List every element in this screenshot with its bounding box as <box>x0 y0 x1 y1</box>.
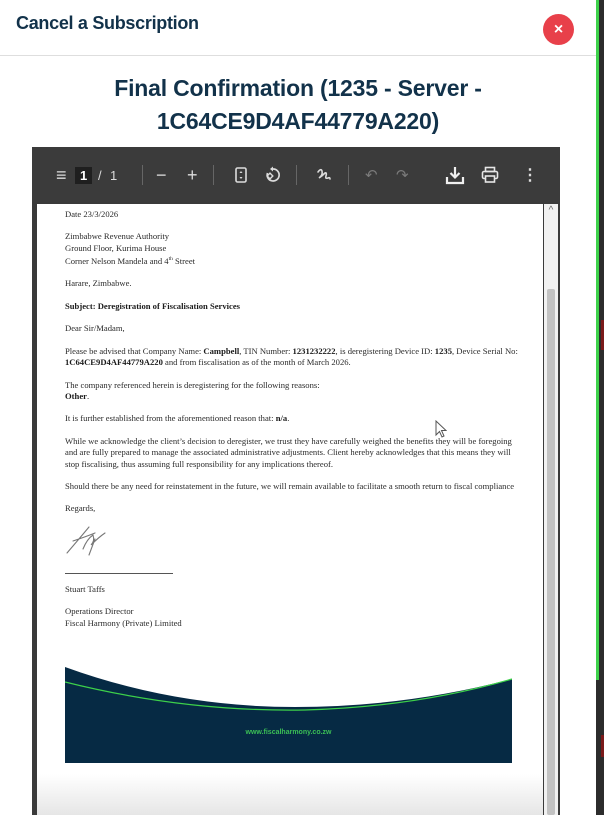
redo-icon: ↷ <box>396 167 409 184</box>
letter-date: Date 23/3/2026 <box>65 209 119 219</box>
more-options-button[interactable] <box>522 164 538 186</box>
pdf-viewer <box>32 147 560 815</box>
signer-name: Stuart Taffs <box>65 583 105 594</box>
recipient-city: Harare, Zimbabwe. <box>65 278 132 289</box>
confirmation-title-line1: Final Confirmation (1235 - Server - <box>114 75 482 101</box>
fit-page-button[interactable] <box>235 164 247 186</box>
letter-closing: Regards, <box>65 503 96 514</box>
letter-paragraph-2: The company referenced herein is deregistering for the following reasons: Other. <box>65 379 320 401</box>
undo-button[interactable] <box>365 164 378 186</box>
modal-header <box>0 0 596 56</box>
download-icon <box>445 165 465 185</box>
close-icon: × <box>553 20 564 38</box>
recipient-address: Zimbabwe Revenue Authority Ground Floor, Kurima House Corner Nelson Mandela and 4th Street <box>65 231 196 267</box>
letter-paragraph-3: It is further established from the aforementioned reason that: n/a. <box>65 413 290 424</box>
annotate-button[interactable] <box>316 164 332 186</box>
menu-icon[interactable]: ≡ <box>56 164 67 185</box>
signature-line <box>65 573 173 574</box>
scroll-up-icon[interactable]: ^ <box>548 205 554 216</box>
letter-salutation: Dear Sir/Madam, <box>65 323 125 334</box>
page-gap <box>37 774 543 815</box>
toolbar-divider <box>213 165 214 185</box>
total-pages: 1 <box>110 167 118 183</box>
toolbar-divider <box>296 165 297 185</box>
minus-icon: − <box>156 164 167 185</box>
confirmation-title-line2: 1C64CE9D4AF44779A220) <box>156 108 440 134</box>
letter-subject: Subject: Deregistration of Fiscalisation Services <box>65 300 241 311</box>
letter-body <box>65 209 520 640</box>
fit-page-icon <box>235 167 247 183</box>
signer-details: Operations Director Fiscal Harmony (Private) Limited <box>65 606 182 628</box>
download-button[interactable] <box>445 164 465 186</box>
mouse-cursor-icon <box>435 420 447 438</box>
print-icon <box>481 166 499 184</box>
pdf-scrollbar[interactable] <box>544 204 558 815</box>
confirmation-title <box>0 72 596 138</box>
close-button[interactable] <box>543 14 574 45</box>
letter-paragraph-1: Please be advised that Company Name: Campbell, TIN Number: 1231232222, is deregistering Device ID: 1235, Device Serial No: 1C64CE9D4AF44779A220 and from fiscalisation as of the month of March 2026. <box>65 345 518 368</box>
background-edge <box>596 0 604 815</box>
letter-paragraph-5: Should there be any need for reinstatement in the future, we will remain available to facilitate a smooth return to fiscal compliance <box>65 480 515 491</box>
letterhead-footer-banner <box>65 667 512 763</box>
annotate-icon <box>316 167 332 183</box>
redo-button[interactable] <box>396 164 409 186</box>
print-button[interactable] <box>481 164 499 186</box>
rotate-icon <box>264 166 282 184</box>
zoom-out-button[interactable] <box>156 164 167 186</box>
pdf-page <box>37 204 543 815</box>
pdf-toolbar <box>32 147 560 202</box>
more-icon: ⋮ <box>522 167 538 184</box>
scrollbar-thumb[interactable] <box>547 289 555 815</box>
plus-icon: + <box>187 164 198 185</box>
signature-image <box>65 519 520 563</box>
page-number-input[interactable]: 1 <box>75 164 92 186</box>
footer-website: www.fiscalharmony.co.zw <box>245 729 332 736</box>
rotate-button[interactable] <box>264 164 282 186</box>
toolbar-divider <box>142 165 143 185</box>
undo-icon: ↶ <box>365 167 378 184</box>
zoom-in-button[interactable] <box>187 164 198 186</box>
page-separator: / <box>98 167 102 183</box>
letter-paragraph-4: While we acknowledge the client’s decision to deregister, we trust they have carefully weighed the benefits they will be foregoing and are fully prepared to manage the associated administrative adjustments. Client hereby acknowledges that this means they will stop fiscalising, thus assuming full responsibility for any implications thereof. <box>65 435 512 469</box>
toolbar-divider <box>348 165 349 185</box>
modal-title: Cancel a Subscription <box>16 13 199 33</box>
